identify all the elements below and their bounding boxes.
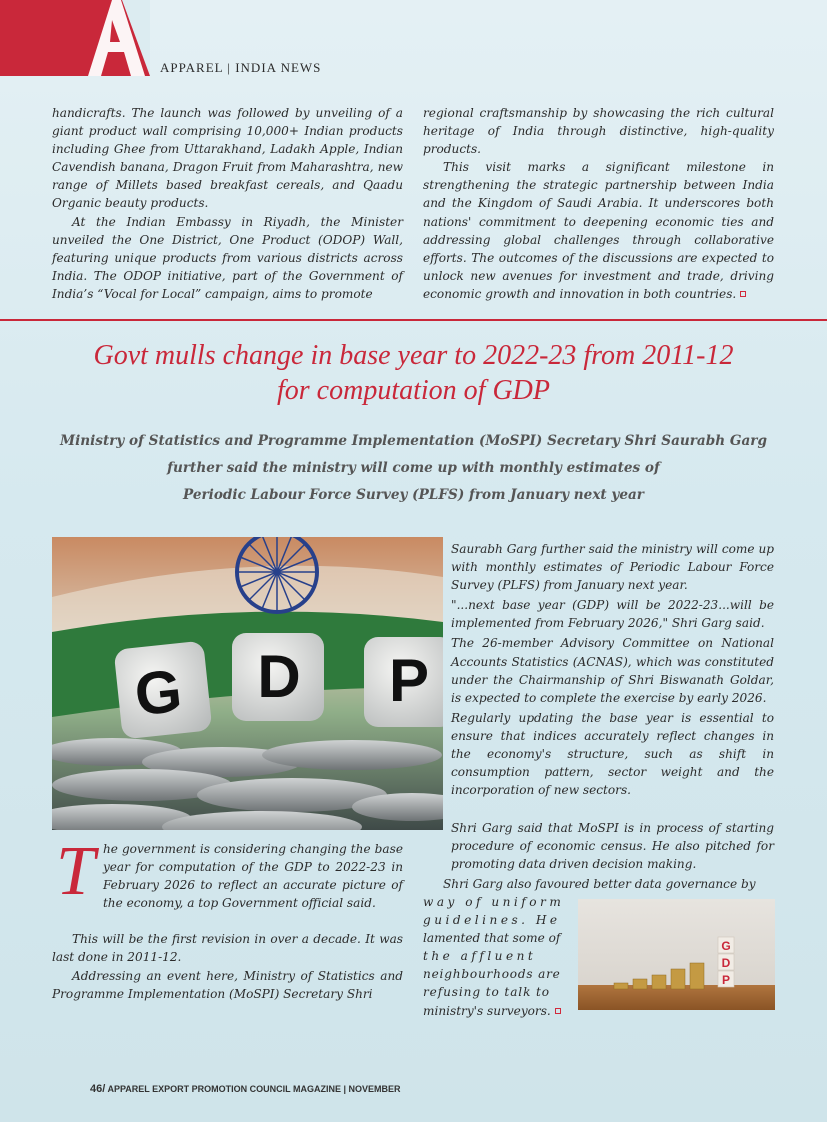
- text-line-wrap: [423, 1002, 570, 1020]
- subheading-line: further said the ministry will come up with monthly estimates of: [167, 460, 660, 476]
- paragraph-wrap: [423, 158, 774, 303]
- paragraph: Saurabh Garg further said the ministry will come up with monthly estimates of Periodic Labour Force Survey (PLFS) from January next year.: [451, 542, 774, 593]
- drop-cap: T: [56, 833, 95, 910]
- paragraph: he government is considering changing the base year for computation of the GDP to 2022-23 in February 2026 to reflect an accurate picture of the economy, a top Government official said.: [102, 842, 403, 911]
- paragraph: regional craftsmanship by showcasing the rich cultural heritage of India through distinctive, high-quality products.: [423, 106, 774, 157]
- small-photo-letter-g: G: [721, 939, 731, 953]
- photo-letter-p: P: [388, 647, 430, 714]
- article-right-column-continued: [423, 819, 774, 873]
- text-line: the affluent: [423, 949, 537, 964]
- paragraph: This visit marks a significant milestone in strengthening the strategic partnership between India and the Kingdom of Saudi Arabia. It underscores both nations' commitment to deepening economic ties and addressing global challenges through collaborative efforts. The outcomes of the discussions are expected to unlock new avenues for investment and trade, driving economic growth and innovation in both countries.: [423, 160, 774, 301]
- subheading-line: Periodic Labour Force Survey (PLFS) from January next year: [183, 487, 644, 503]
- subheading-line: Ministry of Statistics and Programme Implementation (MoSPI) Secretary Shri Saurabh Garg: [60, 433, 767, 449]
- text-line: neighbourhoods are: [423, 967, 561, 982]
- small-photo-letter-p: P: [721, 973, 731, 987]
- page-footer: [90, 1083, 401, 1095]
- paragraph: Shri Garg also favoured better data governance by: [443, 877, 756, 891]
- paragraph: At the Indian Embassy in Riyadh, the Minister unveiled the One District, One Product (ODOP) Wall, featuring unique products from various districts across India. The ODOP initiative, part of the Government of India’s “Vocal for Local” campaign, aims to promote: [52, 214, 403, 301]
- article-closing-narrow: [423, 893, 570, 1020]
- page-number: 46/: [90, 1083, 106, 1095]
- article-left-column: [52, 833, 403, 1003]
- article-right-column: [451, 540, 774, 801]
- section-divider: [0, 319, 827, 321]
- gdp-dice-photo: [52, 537, 443, 830]
- gdp-coins-photo: [578, 899, 775, 1010]
- magazine-logo: [0, 0, 150, 76]
- paragraph: Regularly updating the base year is essential to ensure that indices accurately reflect changes in the economy's structure, such as shift in consumption pattern, sector weight and the incorporation of new sectors.: [451, 710, 774, 798]
- prev-article-left-column: [52, 104, 403, 303]
- article-closing-paragraph: [423, 875, 774, 893]
- prev-article-right-column: [423, 104, 774, 303]
- text-line: refusing to talk to: [423, 985, 550, 1000]
- text-line: guidelines. He: [423, 913, 561, 928]
- paragraph: handicrafts. The launch was followed by unveiling of a giant product wall comprising 10,000+ Indian products including Ghee from Uttarakhand, Ladakh Apple, Indian Cavendish banana, Dragon Fruit from Maharashtra, new range of Millets based breakfast cereals, and Qaadu Organic beauty products.: [52, 106, 403, 211]
- paragraph: The 26-member Advisory Committee on National Accounts Statistics (ACNAS), which was constituted under the Chairmanship of Shri Biswanath Goldar, is expected to complete the exercise by early 2026.: [451, 636, 774, 705]
- photo-letter-g: G: [131, 656, 185, 729]
- headline-line: Govt mulls change in base year to 2022-23 from 2011-12: [93, 340, 734, 371]
- text-line: lamented that some of: [423, 931, 561, 946]
- paragraph: This will be the first revision in over a decade. It was last done in 2011-12.: [52, 932, 403, 965]
- intro-paragraph: [52, 833, 403, 912]
- paragraph-text: Shri Garg said that MoSPI is in process of starting procedure of economic census. He also pitched for promoting data driven decision making.: [451, 821, 774, 872]
- end-of-article-icon: [555, 1008, 561, 1014]
- article-headline: [40, 338, 787, 408]
- section-label: APPAREL | INDIA NEWS: [160, 60, 322, 75]
- paragraph: Addressing an event here, Ministry of Statistics and Programme Implementation (MoSPI) Secretary Shri: [52, 968, 403, 1001]
- paragraph: "...next base year (GDP) will be 2022-23...will be implemented from February 2026," Shri Garg said.: [451, 598, 774, 631]
- small-photo-letter-d: D: [721, 956, 731, 970]
- paragraph: [423, 819, 774, 873]
- text-line: ministry's surveyors.: [423, 1003, 551, 1018]
- headline-line: for computation of GDP: [277, 375, 550, 406]
- end-of-article-icon: [740, 291, 746, 297]
- footer-text: APPAREL EXPORT PROMOTION COUNCIL MAGAZINE | NOVEMBER: [107, 1084, 401, 1094]
- text-line: way of uniform: [423, 895, 565, 909]
- photo-letter-d: D: [257, 643, 301, 710]
- article-subheading: [40, 428, 787, 509]
